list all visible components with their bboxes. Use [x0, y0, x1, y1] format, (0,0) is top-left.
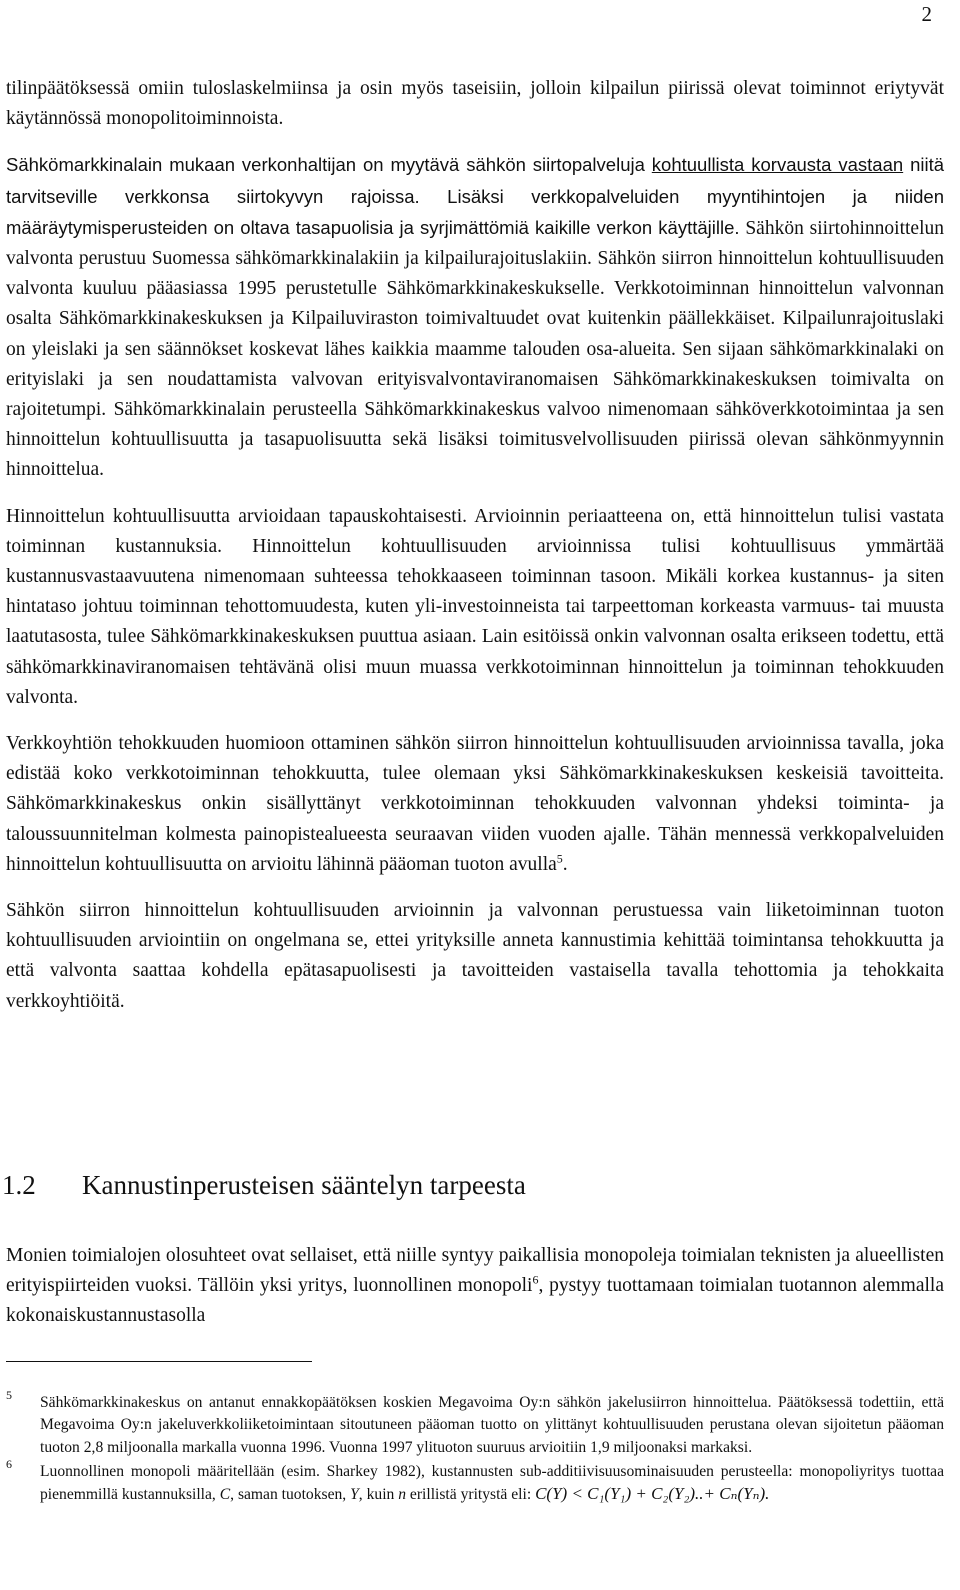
footnotes	[6, 1388, 944, 1506]
footnote-6-mid: , saman tuotoksen,	[230, 1486, 351, 1504]
section-number: 1.2	[2, 1170, 36, 1200]
section-heading	[2, 1168, 526, 1202]
footnote-6-text: Luonnollinen monopoli määritellään (esim. Sharkey 1982), kustannusten sub-additiivisuusominaisuuden perusteella: monopoliyritys tuottaa pienemmillä kustannuksilla,	[40, 1462, 944, 1504]
paragraph-3: Hinnoittelun kohtuullisuutta arvioidaan tapauskohtaisesti. Arvioinnin periaatteena on, että hinnoittelun tulisi vastata toiminnan kustannuksia. Hinnoittelun kohtuullisuuden arvioinnissa tulisi kohtuullisuus ymmärtää kustannusvastaavuutena nimenomaan suhteessa tehokkaaseen toiminnan tasoon. Mikäli korkea kustannus- ja siten hintataso johtuu toiminnan tehottomuudesta, kuten yli-investoinneista tai tarpeettoman korkeasta varmuus- tai muusta laatutasosta, tulee Sähkömarkkinakeskuksen puuttua asiaan. Lain esitöissä onkin valvonnan osalta erikseen todettu, että sähkömarkkinaviranomaisen tehtävänä olisi muun muassa verkkotoiminnan hinnoittelun ja toiminnan tehokkuuden valvonta.	[6, 505, 944, 708]
symbol-y: Y	[350, 1486, 359, 1504]
footnote-6-mid2: , kuin	[358, 1486, 399, 1504]
footnote-ref-6: 6	[532, 1272, 539, 1287]
section-body	[6, 1241, 944, 1332]
footnote-6-mark: 6	[6, 1456, 12, 1471]
paragraph-2-part-b: niitä tarvitseville verkkonsa siirtokyvyn rajoissa. Lisäksi verkkopalveluiden myyntihintojen ja niiden määräytymisperusteiden on oltava tasapuolisia ja syrjimättömiä kaikille verkon käyttäjille.	[6, 154, 945, 238]
paragraph-5: Sähkön siirron hinnoittelun kohtuullisuuden arvioinnin ja valvonnan perustuessa vain liiketoiminnan tuoton kohtuullisuuden arviointiin on ongelmana se, ettei yrityksille anneta kannustimia kehittää toimintansa tehokkuutta ja että valvonta saattaa kohdella epätasapuolisesti ja tavoitteiden vastaisella tavalla tehottomia ja tehokkaita verkkoyhtiöitä.	[6, 900, 944, 1012]
symbol-n: n	[398, 1486, 407, 1504]
footnote-5	[6, 1388, 944, 1459]
footnote-5-text: Sähkömarkkinakeskus on antanut ennakkopäätöksen koskien Megavoima Oy:n sähkön jakelusiirron hinnoittelua. Päätöksessä todettiin, että Megavoima Oy:n jakeluverkkoliiketoimintaan sitoutuneen pääoman tuotto on ylittänyt kohtuullisuuden perustana olevan sijoitetun pääoman tuoton 2,8 miljoonalla markalla vuonna 1996. Vuonna 1997 ylituoton suuruus arvioitiin 1,9 miljoonaksi markaksi.	[40, 1394, 944, 1456]
paragraph-2-part-c: Sähkön siirtohinnoittelun valvonta perustuu Suomessa sähkömarkkinalakiin ja kilpailurajoituslakiin. Sähkön siirron hinnoittelun kohtuullisuuden valvonta kuuluu pääasiassa 1995 perustetulle Sähkömarkkinakeskukselle. Verkkotoiminnan hinnoittelun valvonnan osalta Sähkömarkkinakeskuksen ja Kilpailuviraston toimivaltuudet ovat kuitenkin päällekkäiset. Kilpailunrajoituslaki on yleislaki ja sen säännökset koskevat lähes kaikkia maamme talouden osa-alueita. Sen sijaan sähkömarkkinalaki on erityislaki ja sen noudattamista valvovan erityisvalvontaviranomaisen Sähkömarkkinakeskuksen toimivalta on rajoitetumpi. Sähkömarkkinalain perusteella Sähkömarkkinakeskus valvoo nimenomaan sähköverkkotoimintaa ja sen hinnoittelun kohtuullisuutta ja tasapuolisuutta sekä lisäksi toimitusvelvollisuuden piirissä olevan sähkönmyynnin hinnoittelua.	[6, 217, 944, 481]
symbol-c: C	[219, 1486, 231, 1504]
paragraph-2	[6, 150, 944, 485]
paragraph-4-text: Verkkoyhtiön tehokkuuden huomioon ottaminen sähkön siirron hinnoittelun kohtuullisuuden arvioinnissa tavalla, joka edistää koko verkkotoiminnan tehokkuutta, tulee olemaan yksi Sähkömarkkinakeskuksen keskeisiä tavoitteita. Sähkömarkkinakeskus onkin sisällyttänyt verkkotoiminnan tehokkuuden valvonnan yhdeksi toiminta- ja taloussuunnitelman kolmesta painopistealueesta seuraavan viiden vuoden ajalle. Tähän mennessä verkkopalveluiden hinnoittelun kohtuullisuutta on arvioitu lähinnä pääoman tuoton avulla	[6, 733, 944, 875]
subadditivity-formula: C(Y) < C₁(Y₁) + C₂(Y₂)..+ Cₙ(Yₙ).	[535, 1484, 770, 1504]
section-paragraph-a: Monien toimialojen olosuhteet ovat sellaiset, että niille syntyy paikallisia monopoleja toimialan teknisten ja alueellisten erityispiirteiden vuoksi. Tällöin yksi yritys, luonnollinen monopoli	[6, 1245, 944, 1297]
footnote-separator	[6, 1361, 312, 1362]
paragraph-4	[6, 729, 944, 880]
paragraph-2-underlined: kohtuullista korvausta vastaan	[651, 154, 904, 176]
paragraph-1: tilinpäätöksessä omiin tuloslaskelmiinsa ja osin myös taseisiin, jolloin kilpailun piirissä olevat toiminnot eriytyvät käytännössä monopolitoiminnoista.	[6, 78, 944, 130]
page-number: 2	[921, 2, 932, 26]
paragraph-4-end: .	[562, 853, 568, 875]
footnote-5-mark: 5	[6, 1388, 12, 1402]
section-title: Kannustinperusteisen sääntelyn tarpeesta	[82, 1170, 526, 1200]
section-paragraph-b: , pystyy tuottamaan toimialan tuotannon alemmalla kokonaiskustannustasolla	[6, 1275, 944, 1327]
paragraph-2-part-a: Sähkömarkkinalain mukaan verkonhaltijan on myytävä sähkön siirtopalveluja	[6, 154, 652, 176]
document-body	[6, 74, 944, 1017]
footnote-6	[6, 1456, 944, 1507]
section-paragraph	[6, 1241, 944, 1332]
footnote-6-end: erillistä yritystä eli:	[406, 1486, 536, 1504]
footnote-ref-5: 5	[556, 851, 563, 866]
